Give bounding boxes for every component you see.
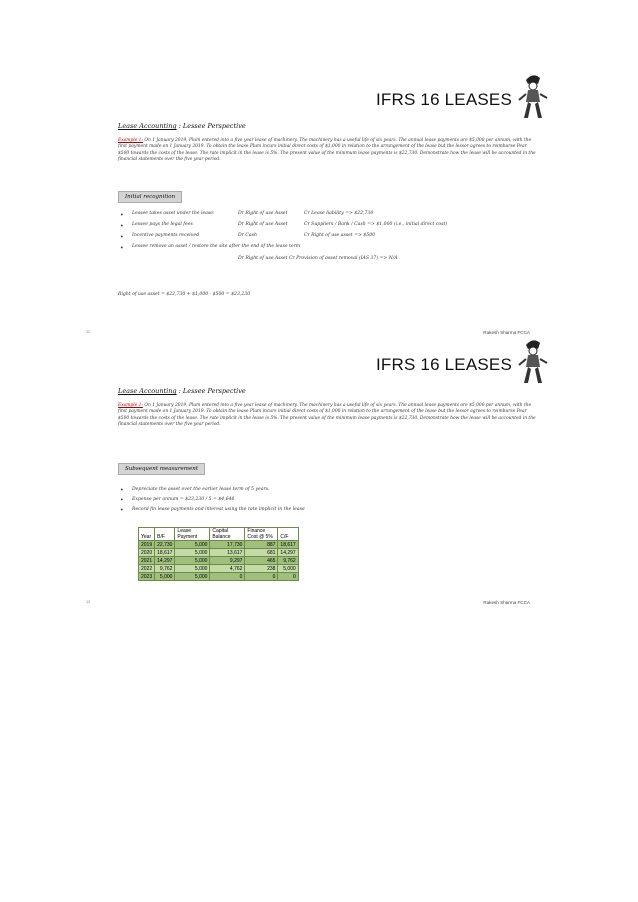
table-cell: 9,762 (278, 557, 298, 565)
table-cell: 2023 (139, 573, 155, 581)
table-row (139, 573, 299, 581)
table-cell: 0 (245, 573, 278, 581)
page-number: 12 (86, 600, 91, 604)
bullet-icon: • (120, 212, 124, 219)
column-header: Capital Balance (210, 528, 245, 541)
entry-description: Lessee pays the legal fees (132, 222, 193, 227)
entry-debit: Dr Right of use Asset (238, 211, 288, 216)
example-label: Example 1: (118, 138, 143, 143)
jester-figure-icon (516, 72, 550, 126)
table-row (139, 565, 299, 573)
example-text: On 1 January 2019, Plum entered into a five year lease of machinery. The machinery has a useful life of six years. The annual lease payments are $5,000 per annum, with the first payment made on 1 January 2019. To obtain the lease Plum incurs initial direct costs of $1,000 in relation to the arrangement of the lease but the lessor agrees to reimburse Pear $500 towards the costs of the lease. The rate implicit in the lease is 5%. The present value of the minimum lease payments is $22,730. Demonstrate how the lease will be accounted in the financial statements over the five year period. (118, 138, 536, 163)
table-row (139, 557, 299, 565)
table-cell: 681 (245, 549, 278, 557)
section-label-box: Initial recognition (118, 191, 182, 203)
step-text: Record fin lease payments and interest using the rate implicit in the lease (132, 507, 305, 512)
entries-list (118, 211, 538, 255)
table-cell: 13,617 (210, 549, 245, 557)
table-cell: 5,000 (175, 565, 210, 573)
table-cell: 17,730 (210, 541, 245, 549)
heading-underlined: Lease Accounting (118, 122, 177, 130)
right-of-use-calculation: Right of use asset = $22,730 + $1,000 - $500 = $23,230 (118, 292, 251, 297)
table-cell: 4,762 (210, 565, 245, 573)
bullet-icon: • (120, 234, 124, 241)
list-item (118, 244, 538, 255)
example-text: On 1 January 2019, Plum entered into a five year lease of machinery. The machinery has a useful life of six years. The annual lease payments are $5,000 per annum, with the first payment made on 1 January 2019. To obtain the lease Plum incurs initial direct costs of $1,000 in relation to the arrangement of the lease but the lessor agrees to reimburse Pear $500 towards the costs of the lease. The rate implicit in the lease is 5%. The present value of the minimum lease payments is $22,730. Demonstrate how the lease will be accounted in the financial statements over the five year period. (118, 403, 536, 428)
entry-debit: Dr Cash (238, 233, 257, 238)
entry-description: Lessee remove an asset / restore the site after the end of the lease term (132, 244, 301, 249)
table-cell: 2021 (139, 557, 155, 565)
table-cell: 2020 (139, 549, 155, 557)
entry-credit: Cr Suppliers / Bank / Cash => $1,000 (i.e., initial direct cost) (304, 222, 448, 227)
heading-underlined: Lease Accounting (118, 387, 177, 395)
example-paragraph (118, 403, 538, 429)
bullet-icon: • (120, 245, 124, 252)
footer-author: Rakesh Sharma FCCA (483, 330, 530, 335)
table-cell: 9,297 (210, 557, 245, 565)
table-cell: 5,000 (278, 565, 298, 573)
table-cell: 238 (245, 565, 278, 573)
table-cell: 5,000 (175, 549, 210, 557)
footer-author: Rakesh Sharma FCCA (483, 600, 530, 605)
entry-description: Incentive payments received (132, 233, 200, 238)
table-cell: 2022 (139, 565, 155, 573)
table-cell: 887 (245, 541, 278, 549)
step-text: Depreciate the asset over the earlier lease term of 5 years. (132, 487, 270, 492)
column-header: Year (139, 528, 155, 541)
table-cell: 9,762 (155, 565, 175, 573)
table-cell: 18,617 (155, 549, 175, 557)
table-cell: 0 (210, 573, 245, 581)
table-row (139, 549, 299, 557)
bullet-icon: • (120, 497, 124, 504)
page-number: 11 (86, 330, 90, 334)
list-item (118, 211, 538, 222)
steps-list (118, 487, 538, 517)
entry-description: Lessee takes asset under the lease: (132, 211, 215, 216)
section-heading (118, 387, 246, 395)
bullet-icon: • (120, 487, 124, 494)
table-cell: 465 (245, 557, 278, 565)
bullet-icon: • (120, 507, 124, 514)
table-cell: 22,730 (155, 541, 175, 549)
list-item (118, 233, 538, 244)
section-heading (118, 122, 246, 130)
slide-initial-recognition (86, 90, 550, 335)
column-header: Lease Payment (175, 528, 210, 541)
slide-title: IFRS 16 LEASES (375, 90, 512, 109)
column-header: B/F (155, 528, 175, 541)
list-item (118, 507, 538, 517)
column-header: C/F (278, 528, 298, 541)
table-cell: 5,000 (175, 573, 210, 581)
table-cell: 0 (278, 573, 298, 581)
example-label: Example 1: (118, 403, 143, 408)
asset-removal-entry: Dr Right of use Asset Cr Provision of asset removal (IAS 37) => N/A (238, 256, 398, 261)
slide-subsequent-measurement (86, 355, 550, 605)
heading-suffix: : Lessee Perspective (176, 387, 246, 395)
column-header: Finance Cost @ 5% (245, 528, 278, 541)
table-row (139, 541, 299, 549)
step-text: Expense per annum = $23,230 / 5 = $4,646 (132, 497, 235, 502)
table-cell: 14,297 (155, 557, 175, 565)
slide-title: IFRS 16 LEASES (375, 355, 512, 374)
table-cell: 5,000 (175, 541, 210, 549)
table-cell: 5,000 (175, 557, 210, 565)
table-cell: 14,297 (278, 549, 298, 557)
entry-credit: Cr Right of use asset => $500 (304, 233, 376, 238)
list-item (118, 222, 538, 233)
section-label-box: Subsequent measurement (118, 463, 205, 475)
entry-credit: Cr Lease liability => $22,730 (304, 211, 374, 216)
table-cell: 18,617 (278, 541, 298, 549)
table-header-row (139, 528, 299, 541)
table-cell: 2019 (139, 541, 155, 549)
bullet-icon: • (120, 223, 124, 230)
lease-schedule-table (138, 527, 299, 581)
table-cell: 5,000 (155, 573, 175, 581)
jester-figure-icon (516, 337, 550, 391)
list-item (118, 487, 538, 497)
example-paragraph (118, 138, 538, 164)
heading-suffix: : Lessee Perspective (176, 122, 246, 130)
list-item (118, 497, 538, 507)
entry-debit: Dr Right of use Asset (238, 222, 288, 227)
